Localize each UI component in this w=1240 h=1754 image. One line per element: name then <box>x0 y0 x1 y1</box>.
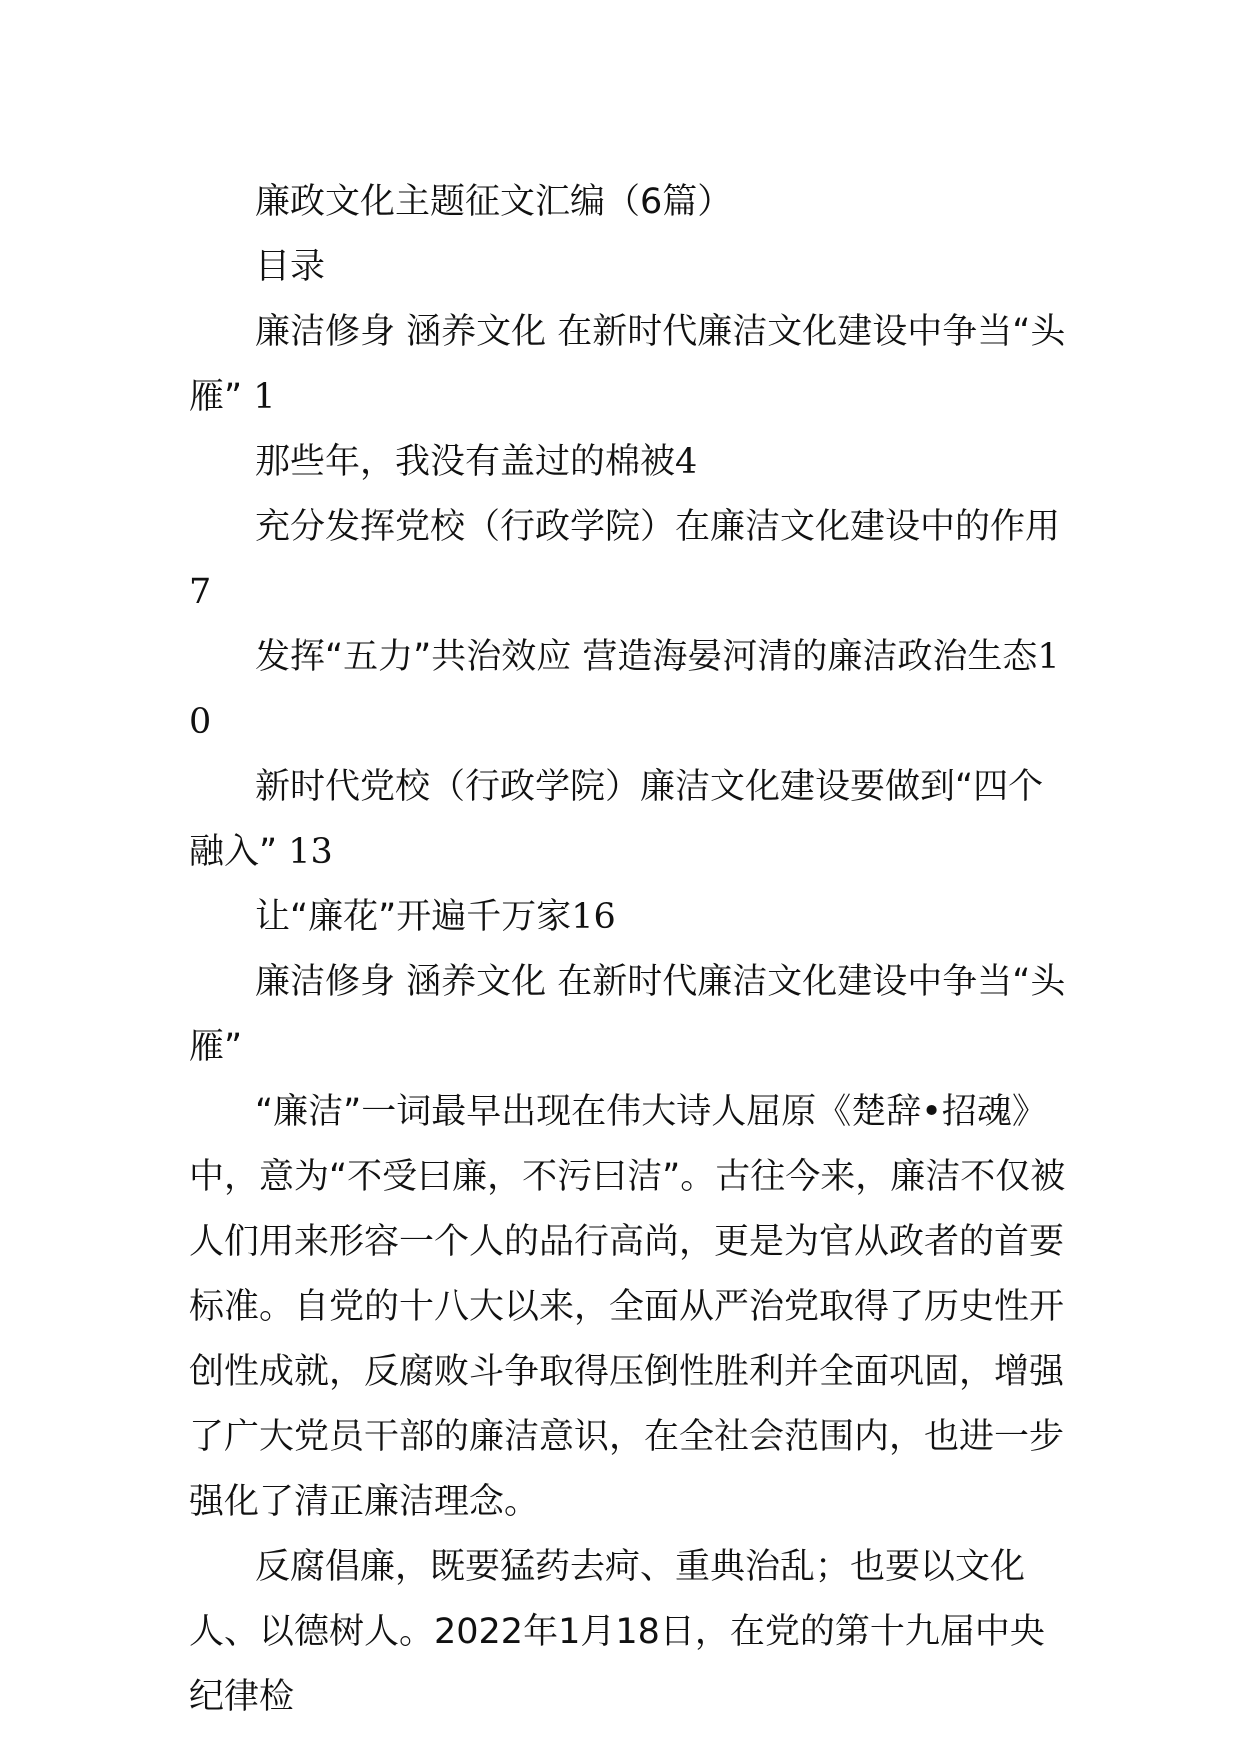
document-page <box>189 170 1069 1730</box>
toc-item <box>189 495 1069 625</box>
article-title: 廉洁修身 涵养文化 在新时代廉洁文化建设中争当“头雁” <box>189 962 1066 1067</box>
toc-item-text: 廉洁修身 涵养文化 在新时代廉洁文化建设中争当“头雁” <box>189 312 1066 417</box>
toc-item-text: 那些年，我没有盖过的棉被 <box>255 442 676 482</box>
toc-item <box>189 625 1069 755</box>
toc-item-page: 4 <box>675 442 698 482</box>
toc-item <box>189 300 1069 430</box>
toc-item-text: 发挥“五力”共治效应 营造海晏河清的廉洁政治生态 <box>255 637 1038 677</box>
toc-item-text: 让“廉花”开遍千万家 <box>255 897 572 937</box>
document-title: 廉政文化主题征文汇编（6篇） <box>255 182 733 222</box>
toc-item-page: 16 <box>571 897 616 937</box>
article-paragraph: 反腐倡廉，既要猛药去疴、重典治乱；也要以文化人、以德树人。2022年1月18日，在党的第十九届中央纪律检 <box>189 1547 1045 1717</box>
toc-item-page: 10 <box>189 637 1060 742</box>
article-paragraph: “廉洁”一词最早出现在伟大诗人屈原《楚辞•招魂》中，意为“不受曰廉，不污曰洁”。古往今来，廉洁不仅被人们用来形容一个人的品行高尚，更是为官从政者的首要标准。自党的十八大以来，全面从严治党取得了历史性开创性成就，反腐败斗争取得压倒性胜利并全面巩固，增强了广大党员干部的廉洁意识，在全社会范围内，也进一步强化了清正廉洁理念。 <box>189 1092 1066 1522</box>
toc-item-page: 13 <box>277 832 333 872</box>
toc-item <box>189 430 1069 495</box>
toc-item-page: 1 <box>242 377 276 417</box>
toc-item-text: 新时代党校（行政学院）廉洁文化建设要做到“四个融入” <box>189 767 1044 872</box>
toc-item <box>189 755 1069 885</box>
toc-item-text: 充分发挥党校（行政学院）在廉洁文化建设中的作用 <box>255 507 1061 547</box>
toc-heading: 目录 <box>255 247 326 287</box>
toc-item-page: 7 <box>189 572 212 612</box>
toc-item <box>189 885 1069 950</box>
